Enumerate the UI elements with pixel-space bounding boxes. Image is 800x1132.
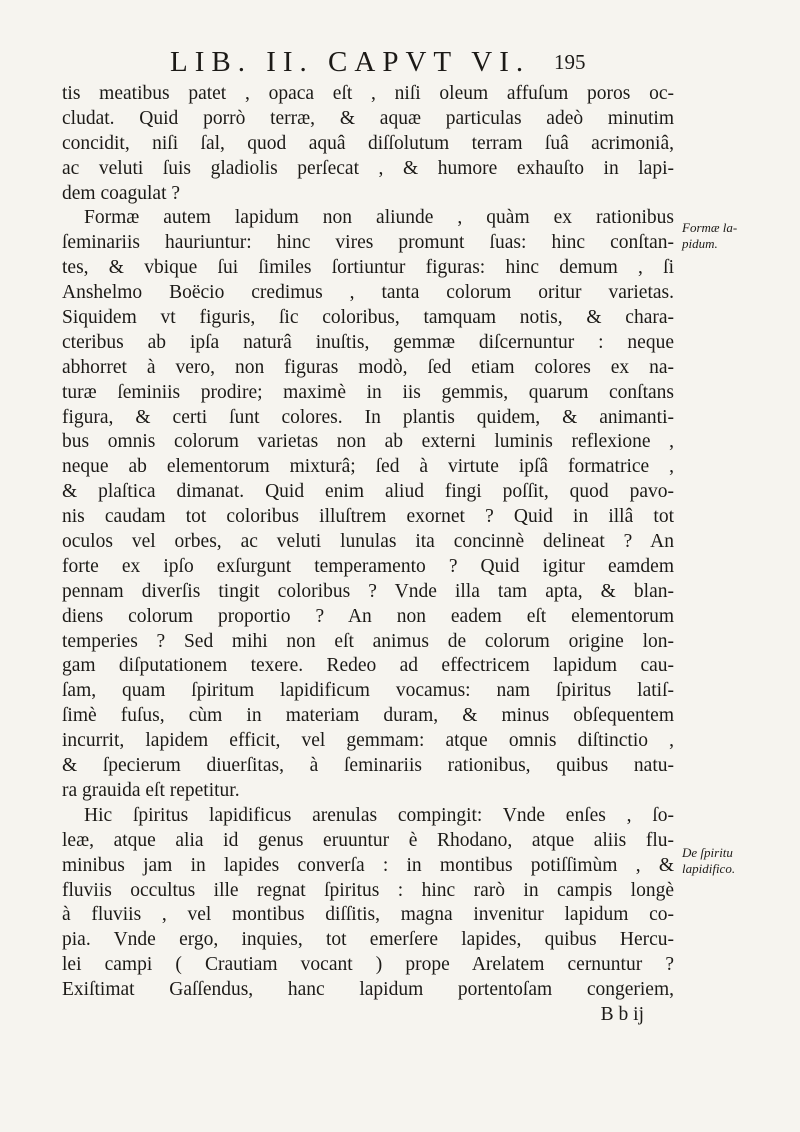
text-line: concidit, niſi ſal, quod aquâ diſſolutum terram ſuâ acrimoniâ, [62,132,674,154]
text-line: figura, & certi ſunt colores. In plantis quidem, & animanti- [62,406,674,428]
text-line: gam diſputationem texere. Redeo ad effectricem lapidum cau- [62,655,674,677]
text-line: Hic ſpiritus lapidificus arenulas compingit: Vnde enſes , ſo- [84,804,674,826]
margin-note-text: De ſpiritu lapidifico. [682,845,736,876]
text-line: Formæ autem lapidum non aliunde , quàm ex rationibus [84,207,674,229]
running-title: LIB. II. CAPVT VI. [170,46,531,78]
text-line: abhorret à vero, non figuras modò, ſed etiam colores ex na- [62,356,674,378]
margin-note-spiritu [682,845,792,877]
text-line: Exiſtimat Gaſſendus, hanc lapidum portentoſam congeriem, [62,979,674,1001]
text-line: oculos vel orbes, ac veluti lunulas ita concinnè delineat ? An [62,531,674,553]
text-line: bus omnis colorum varietas non ab externi luminis reflexione , [62,431,674,453]
text-line: neque ab elementorum mixturâ; ſed à virtute ipſâ formatrice , [62,456,674,478]
text-line: dem coagulat ? [62,182,181,204]
text-line: incurrit, lapidem efficit, vel gemmam: atque omnis diſtinctio , [62,730,674,752]
text-line: & plaſtica dimanat. Quid enim aliud fingi poſſit, quod pavo- [62,481,674,503]
text-line: pia. Vnde ergo, inquies, tot emerſere lapides, quibus Hercu- [62,929,674,951]
catchword: B b ij [600,1003,644,1025]
text-line: turæ ſeminiis prodire; maximè in iis gemmis, quarum conſtans [62,381,674,403]
text-line: forte ex ipſo exſurgunt temperamento ? Quid igitur eamdem [62,555,674,577]
text-line: cludat. Quid porrò terræ, & aquæ particulas adeò minutim [62,107,674,129]
text-line: à fluviis , vel montibus diſſitis, magna invenitur lapidum co- [62,904,674,926]
margin-note-formae [682,220,792,252]
text-line: tes, & vbique ſui ſimiles ſortiuntur figuras: hinc demum , ſi [62,257,674,279]
text-line: leæ, atque alia id genus eruuntur è Rhodano, atque aliis flu- [62,829,674,851]
page-number: 195 [554,50,586,74]
text-line: Siquidem vt figuris, ſic coloribus, tamquam notis, & chara- [62,307,674,329]
body-text [62,82,674,1028]
text-line: nis caudam tot coloribus illuſtrem exornet ? Quid in illâ tot [62,506,674,528]
margin-note-text: Formæ la- pidum. [682,220,738,251]
page-header [170,46,590,86]
text-line: ſam, quam ſpiritum lapidificum vocamus: nam ſpiritus latiſ- [62,680,674,702]
text-line: ſimè fuſus, cùm in materiam duram, & minus obſequentem [62,705,674,727]
text-line: minibus jam in lapides converſa : in montibus potiſſimùm , & [62,854,674,876]
text-line: pennam diverſis tingit coloribus ? Vnde illa tam apta, & blan- [62,580,674,602]
text-line: Anshelmo Boëcio credimus , tanta colorum oritur varietas. [62,282,674,304]
text-line: temperies ? Sed mihi non eſt animus de colorum origine lon- [62,630,674,652]
text-line: & ſpecierum diuerſitas, à ſeminariis rationibus, quibus natu- [62,755,674,777]
text-line: fluviis occultus ille regnat ſpiritus : hinc rarò in campis longè [62,879,674,901]
text-line: diens colorum proportio ? An non eadem eſt elementorum [62,605,674,627]
text-line: cteribus ab ipſa naturâ inuſtis, gemmæ diſcernuntur : neque [62,331,674,353]
text-line: ra grauida eſt repetitur. [62,779,240,801]
text-line: ſeminariis hauriuntur: hinc vires promunt ſuas: hinc conſtan- [62,232,674,254]
text-line: tis meatibus patet , opaca eſt , niſi oleum affuſum poros oc- [62,83,674,104]
text-line: ac veluti ſuis gladiolis perſecat , & humore exhauſto in lapi- [62,157,674,179]
text-line: lei campi ( Crautiam vocant ) prope Arelatem cernuntur ? [62,954,674,976]
